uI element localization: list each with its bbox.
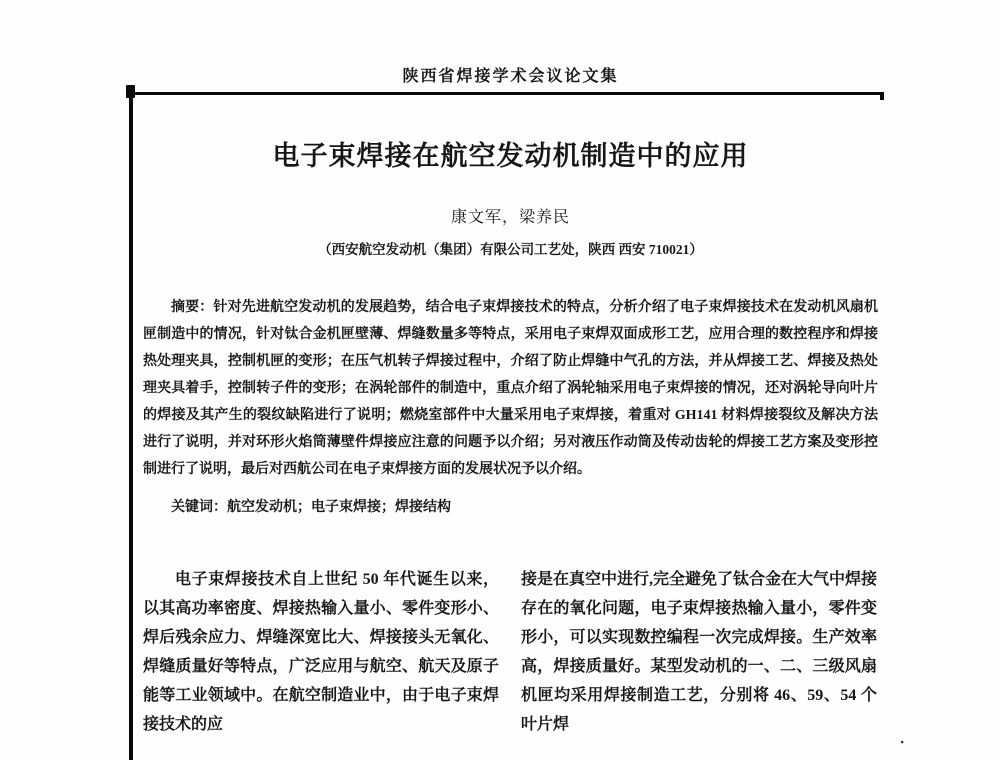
affiliation-line: （西安航空发动机（集团）有限公司工艺处，陕西 西安 710021） (318, 242, 703, 257)
body-column-right (521, 565, 877, 739)
paper-title: 电子束焊接在航空发动机制造中的应用 (272, 141, 749, 171)
stray-period-mark: ． (900, 732, 914, 747)
body-left-paragraph: 电子束焊接技术自上世纪 50 年代诞生以来，以其高功率密度、焊接热输入量小、零件变形小、焊后残余应力、焊缝深宽比大、焊接接头无氧化、焊缝质量好等特点，广泛应用与航空、航天及原子能等工业领域中。在航空制造业中，由于电子束焊接技术的应 (143, 571, 499, 733)
authors-line: 康文军，梁养民 (450, 209, 570, 226)
body-column-left (143, 565, 499, 739)
keywords-line: 关键词：航空发动机；电子束焊接；焊接结构 (171, 500, 451, 515)
scan-edge-line (129, 86, 133, 760)
abstract-paragraph: 摘要：针对先进航空发动机的发展趋势，结合电子束焊接技术的特点，分析介绍了电子束焊接技术在发动机风扇机匣制造中的情况，针对钛合金机匣壁薄、焊缝数量多等特点，采用电子束焊双面成形工艺，应用合理的数控程序和焊接热处理夹具，控制机匣的变形；在压气机转子焊接过程中，介绍了防止焊缝中气孔的方法，并从焊接工艺、焊接及热处理夹具着手，控制转子件的变形；在涡轮部件的制造中，重点介绍了涡轮轴采用电子束焊接的情况，还对涡轮导向叶片的焊接及其产生的裂纹缺陷进行了说明；燃烧室部件中大量采用电子束焊接，着重对 GH141 材料焊接裂纹及解决方法进行了说明，并对环形火焰筒薄壁件焊接应注意的问题予以介绍；另对液压作动筒及传动齿轮的焊接工艺方案及变形控制进行了说明，最后对西航公司在电子束焊接方面的发展状况予以介绍。 (143, 300, 878, 477)
page-content (143, 0, 878, 760)
rule-right-tick (880, 92, 884, 100)
two-column-body (143, 565, 878, 739)
proceedings-header: 陕西省焊接学术会议论文集 (402, 68, 619, 85)
body-right-paragraph: 接是在真空中进行,完全避免了钛合金在大气中焊接存在的氧化问题，电子束焊接热输入量小，零件变形小，可以实现数控编程一次完成焊接。生产效率高，焊接质量好。某型发动机的一、二、三级风扇机匣均采用焊接制造工艺，分别将 46、59、54 个叶片焊 (521, 571, 878, 733)
